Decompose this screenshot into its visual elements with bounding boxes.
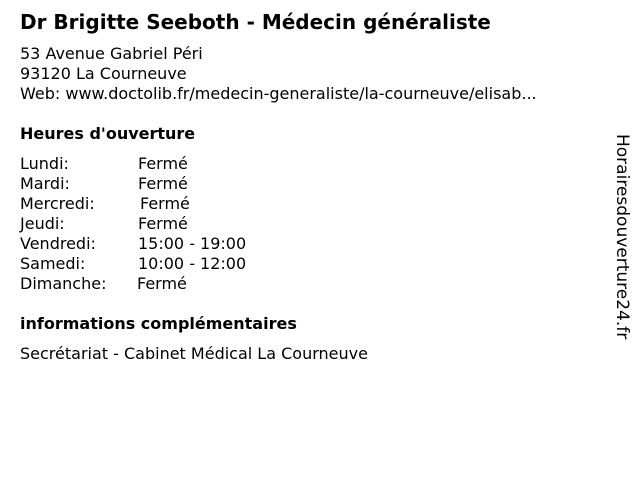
website-link[interactable]: Web: www.doctolib.fr/medecin-generaliste/la-courneuve/elisab... (20, 84, 537, 103)
day-label: Jeudi: (20, 214, 65, 233)
day-label: Mercredi: (20, 194, 95, 213)
day-label: Vendredi: (20, 234, 96, 253)
day-label: Dimanche: (20, 274, 107, 293)
address-city: 93120 La Courneuve (20, 64, 187, 83)
opening-hours-heading: Heures d'ouverture (20, 124, 196, 143)
page-title: Dr Brigitte Seeboth - Médecin généraliste (20, 10, 491, 34)
address-street: 53 Avenue Gabriel Péri (20, 44, 203, 63)
day-label: Lundi: (20, 154, 69, 173)
hours-value: 10:00 - 12:00 (138, 254, 247, 273)
day-label: Mardi: (20, 174, 70, 193)
address-block (20, 44, 537, 104)
hours-value: Fermé (138, 154, 188, 173)
hours-value: 15:00 - 19:00 (138, 234, 247, 253)
day-label: Samedi: (20, 254, 86, 273)
additional-info-text: Secrétariat - Cabinet Médical La Courneuve (20, 344, 368, 363)
hours-value: Fermé (138, 174, 188, 193)
hours-value: Fermé (137, 274, 187, 293)
hours-value: Fermé (140, 194, 190, 213)
site-watermark: Horairesdouverture24.fr (612, 134, 632, 340)
additional-info-heading: informations complémentaires (20, 314, 297, 333)
hours-value: Fermé (138, 214, 188, 233)
